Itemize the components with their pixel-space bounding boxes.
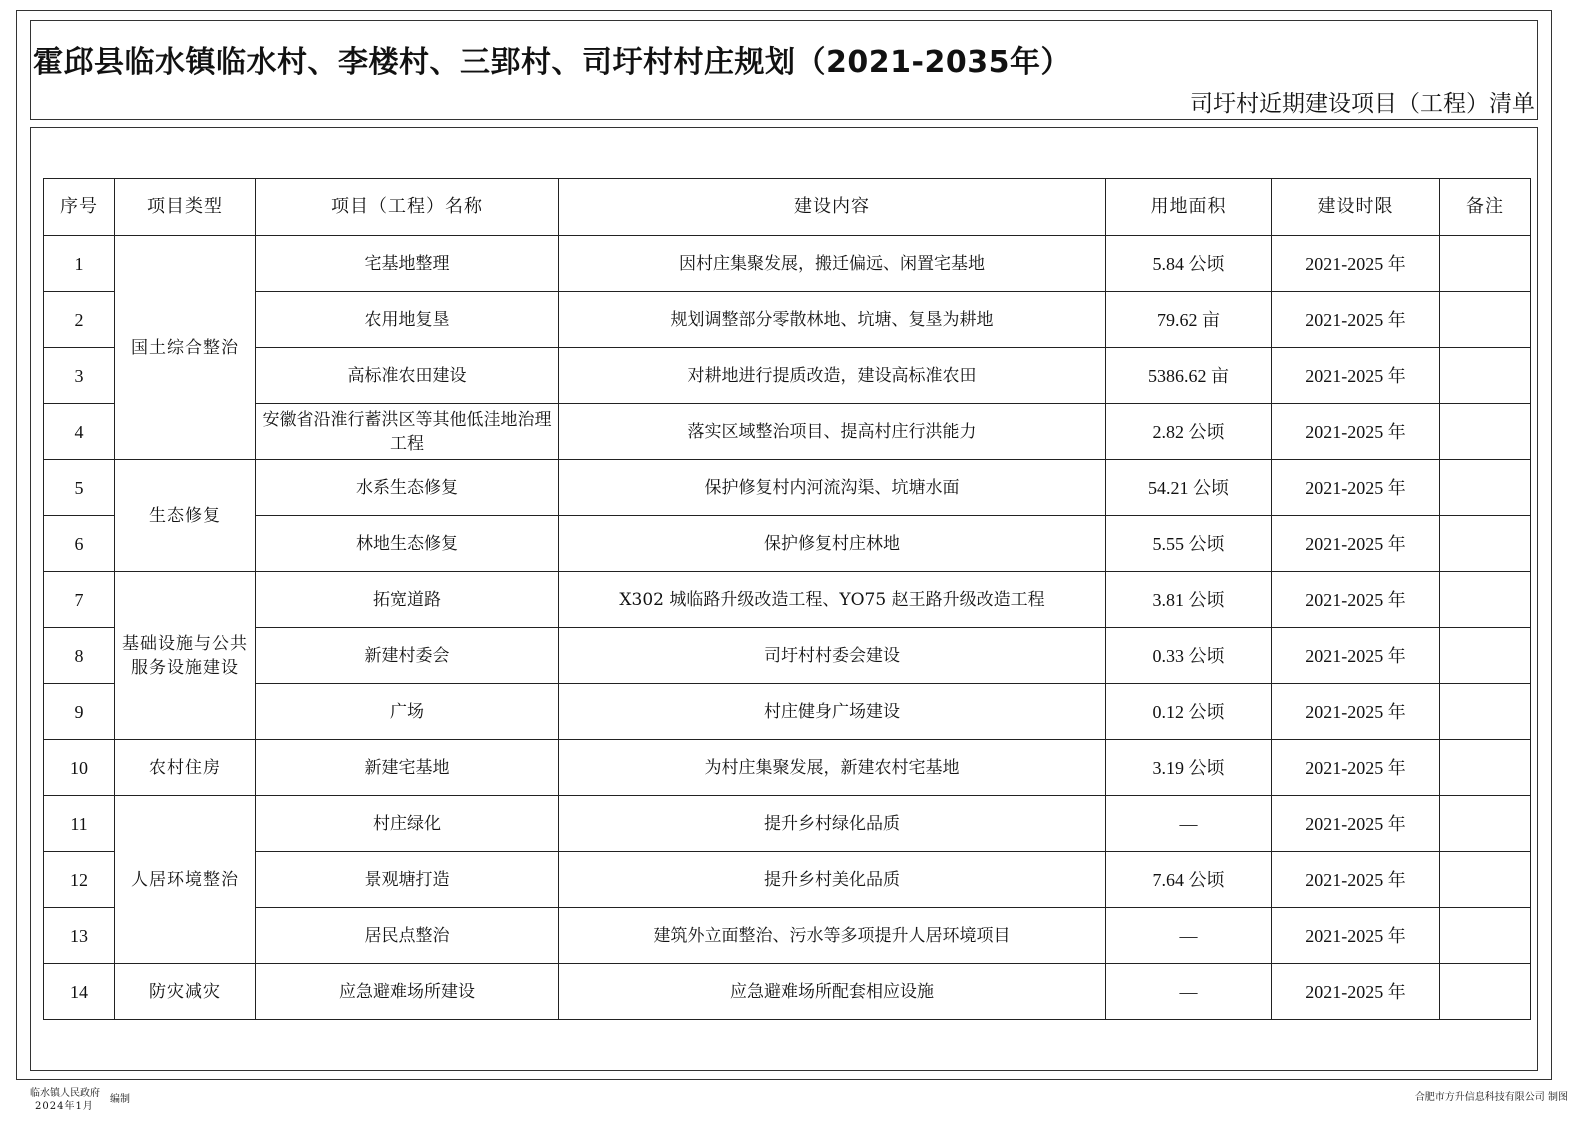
column-header: 备注 [1440, 179, 1531, 236]
table-row [44, 404, 1531, 460]
column-header: 建设时限 [1272, 179, 1440, 236]
construction-period-cell: 2021-2025 年 [1272, 908, 1440, 964]
table-row [44, 740, 1531, 796]
column-header: 用地面积 [1106, 179, 1272, 236]
row-number-cell: 6 [44, 516, 115, 572]
land-area-cell: — [1106, 796, 1272, 852]
row-number-cell: 5 [44, 460, 115, 516]
row-number-cell: 3 [44, 348, 115, 404]
row-number-cell: 9 [44, 684, 115, 740]
construction-content-cell: 因村庄集聚发展，搬迁偏远、闲置宅基地 [559, 236, 1106, 292]
land-area-cell: 5.84 公顷 [1106, 236, 1272, 292]
remarks-cell [1440, 404, 1531, 460]
land-area-cell: 79.62 亩 [1106, 292, 1272, 348]
table-row [44, 292, 1531, 348]
remarks-cell [1440, 964, 1531, 1020]
column-header: 项目类型 [115, 179, 256, 236]
table-row [44, 684, 1531, 740]
construction-period-cell: 2021-2025 年 [1272, 404, 1440, 460]
remarks-cell [1440, 796, 1531, 852]
project-name-cell: 村庄绿化 [256, 796, 559, 852]
remarks-cell [1440, 740, 1531, 796]
project-name-cell: 景观塘打造 [256, 852, 559, 908]
construction-period-cell: 2021-2025 年 [1272, 292, 1440, 348]
construction-period-cell: 2021-2025 年 [1272, 572, 1440, 628]
remarks-cell [1440, 292, 1531, 348]
footer-org: 临水镇人民政府 [30, 1088, 100, 1099]
table-row [44, 460, 1531, 516]
remarks-cell [1440, 516, 1531, 572]
row-number-cell: 14 [44, 964, 115, 1020]
remarks-cell [1440, 628, 1531, 684]
land-area-cell: 5386.62 亩 [1106, 348, 1272, 404]
construction-period-cell: 2021-2025 年 [1272, 516, 1440, 572]
row-number-cell: 13 [44, 908, 115, 964]
land-area-cell: 0.12 公顷 [1106, 684, 1272, 740]
remarks-cell [1440, 852, 1531, 908]
construction-period-cell: 2021-2025 年 [1272, 348, 1440, 404]
project-name-cell: 农用地复垦 [256, 292, 559, 348]
project-name-cell: 居民点整治 [256, 908, 559, 964]
remarks-cell [1440, 684, 1531, 740]
construction-period-cell: 2021-2025 年 [1272, 460, 1440, 516]
construction-content-cell: 落实区域整治项目、提高村庄行洪能力 [559, 404, 1106, 460]
project-type-cell: 人居环境整治 [115, 796, 256, 964]
land-area-cell: 7.64 公顷 [1106, 852, 1272, 908]
row-number-cell: 8 [44, 628, 115, 684]
project-name-cell: 水系生态修复 [256, 460, 559, 516]
construction-content-cell: 村庄健身广场建设 [559, 684, 1106, 740]
table-row [44, 628, 1531, 684]
project-type-cell: 基础设施与公共服务设施建设 [115, 572, 256, 740]
table-row [44, 964, 1531, 1020]
construction-period-cell: 2021-2025 年 [1272, 236, 1440, 292]
table-header-row [44, 179, 1531, 236]
land-area-cell: — [1106, 964, 1272, 1020]
construction-period-cell: 2021-2025 年 [1272, 852, 1440, 908]
row-number-cell: 1 [44, 236, 115, 292]
construction-period-cell: 2021-2025 年 [1272, 796, 1440, 852]
land-area-cell: 2.82 公顷 [1106, 404, 1272, 460]
construction-content-cell: X302 城临路升级改造工程、YO75 赵王路升级改造工程 [559, 572, 1106, 628]
footer-date: 2024年1月 [35, 1101, 94, 1112]
construction-content-cell: 提升乡村绿化品质 [559, 796, 1106, 852]
construction-period-cell: 2021-2025 年 [1272, 628, 1440, 684]
table-row [44, 852, 1531, 908]
table-row [44, 236, 1531, 292]
table-row [44, 796, 1531, 852]
table-row [44, 348, 1531, 404]
land-area-cell: 3.19 公顷 [1106, 740, 1272, 796]
construction-content-cell: 对耕地进行提质改造，建设高标准农田 [559, 348, 1106, 404]
column-header: 项目（工程）名称 [256, 179, 559, 236]
construction-content-cell: 为村庄集聚发展，新建农村宅基地 [559, 740, 1106, 796]
project-name-cell: 广场 [256, 684, 559, 740]
project-type-cell: 国土综合整治 [115, 236, 256, 460]
construction-period-cell: 2021-2025 年 [1272, 964, 1440, 1020]
page-subtitle: 司圩村近期建设项目（工程）清单 [1190, 91, 1535, 117]
construction-content-cell: 保护修复村内河流沟渠、坑塘水面 [559, 460, 1106, 516]
footer-compiled: 编制 [110, 1094, 130, 1105]
column-header: 序号 [44, 179, 115, 236]
project-name-cell: 宅基地整理 [256, 236, 559, 292]
row-number-cell: 4 [44, 404, 115, 460]
row-number-cell: 2 [44, 292, 115, 348]
project-name-cell: 新建村委会 [256, 628, 559, 684]
row-number-cell: 7 [44, 572, 115, 628]
table-row [44, 572, 1531, 628]
construction-period-cell: 2021-2025 年 [1272, 740, 1440, 796]
land-area-cell: 54.21 公顷 [1106, 460, 1272, 516]
project-type-cell: 生态修复 [115, 460, 256, 572]
construction-content-cell: 提升乡村美化品质 [559, 852, 1106, 908]
construction-content-cell: 司圩村村委会建设 [559, 628, 1106, 684]
construction-content-cell: 规划调整部分零散林地、坑塘、复垦为耕地 [559, 292, 1106, 348]
row-number-cell: 11 [44, 796, 115, 852]
land-area-cell: — [1106, 908, 1272, 964]
row-number-cell: 10 [44, 740, 115, 796]
table-row [44, 908, 1531, 964]
project-type-cell: 防灾减灾 [115, 964, 256, 1020]
page-title: 霍邱县临水镇临水村、李楼村、三郢村、司圩村村庄规划（2021-2035年） [33, 45, 1071, 80]
column-header: 建设内容 [559, 179, 1106, 236]
land-area-cell: 5.55 公顷 [1106, 516, 1272, 572]
land-area-cell: 0.33 公顷 [1106, 628, 1272, 684]
construction-period-cell: 2021-2025 年 [1272, 684, 1440, 740]
remarks-cell [1440, 460, 1531, 516]
construction-content-cell: 保护修复村庄林地 [559, 516, 1106, 572]
project-table [43, 178, 1531, 1020]
table-row [44, 516, 1531, 572]
remarks-cell [1440, 908, 1531, 964]
project-name-cell: 林地生态修复 [256, 516, 559, 572]
title-block [30, 20, 1538, 120]
remarks-cell [1440, 572, 1531, 628]
project-name-cell: 应急避难场所建设 [256, 964, 559, 1020]
row-number-cell: 12 [44, 852, 115, 908]
project-name-cell: 高标准农田建设 [256, 348, 559, 404]
construction-content-cell: 应急避难场所配套相应设施 [559, 964, 1106, 1020]
project-name-cell: 安徽省沿淮行蓄洪区等其他低洼地治理工程 [256, 404, 559, 460]
remarks-cell [1440, 236, 1531, 292]
project-type-cell: 农村住房 [115, 740, 256, 796]
remarks-cell [1440, 348, 1531, 404]
table-body [44, 236, 1531, 1020]
footer-maker: 合肥市方升信息科技有限公司 制图 [1414, 1092, 1568, 1103]
land-area-cell: 3.81 公顷 [1106, 572, 1272, 628]
project-name-cell: 新建宅基地 [256, 740, 559, 796]
project-name-cell: 拓宽道路 [256, 572, 559, 628]
construction-content-cell: 建筑外立面整治、污水等多项提升人居环境项目 [559, 908, 1106, 964]
